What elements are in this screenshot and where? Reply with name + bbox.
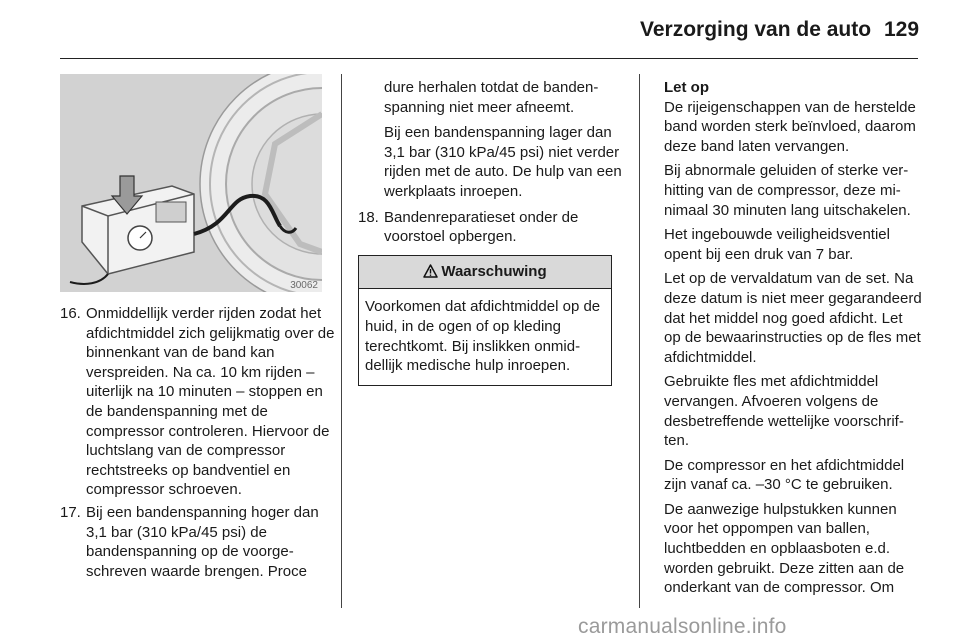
note-paragraph: De rijeigenschappen van de herstelde band worden sterk beïnvloed, daarom deze band laten vervangen. [664,98,916,155]
note-paragraph: De compressor en het afdichtmiddel zijn vanaf ca. –30 °C te gebruiken. [664,456,905,494]
note-paragraph: Bij abnormale geluiden of sterke verhitting van de compressor, deze minimaal 30 minuten lang uitschakelen. [664,162,911,219]
figure-code: 30062 [290,280,318,291]
step-17-note: Bij een bandenspanning lager dan 3,1 bar (310 kPa/45 psi) niet verder rijden met de auto. De hulp van een werkplaats inroepen. [384,124,622,200]
watermark: carmanualsonline.info [578,615,787,638]
step-number: 18. [358,208,379,226]
note-paragraph: De aanwezige hulpstukken kunnen voor het oppompen van ballen, luchtbedden en opblaasboten e.d. worden gebruikt. Deze zitten aan de onderkant van de compressor. Om [664,500,905,597]
column-3 [664,78,922,603]
steps-list-continued [358,208,624,247]
step-number: 17. [60,503,81,521]
step-18 [358,208,624,247]
step-text: Bandenreparatieset onder de voorstoel opbergen. [384,208,579,246]
step-16 [60,304,336,500]
warning-triangle-icon [423,264,438,278]
figure-compressor-tyre [60,74,322,292]
page-header-title: Verzorging van de auto [640,18,872,41]
step-text: Bij een bandenspanning hoger dan 3,1 bar (310 kPa/45 psi) de bandenspanning op de voorgeschreven waarde brengen. Proce [86,503,319,580]
steps-list [60,304,336,581]
column-1 [60,304,336,584]
warning-body: Voorkomen dat afdichtmiddel op de huid, in de ogen of op kleding terechtkomt. Bij inslikken onmiddellijk medische hulp inroepen. [365,298,601,375]
column-2 [358,78,624,386]
note-paragraph: Let op de vervaldatum van de set. Na deze datum is niet meer gegarandeerd dat het middel nog goed afdicht. Let op de bewaarinstructies op de fles met afdichtmiddel. [664,270,922,366]
note-paragraph: Het ingebouwde veiligheidsventiel opent bij een druk van 7 bar. [664,226,890,263]
step-17-continuation: dure herhalen totdat de bandenspanning niet meer afneemt. [384,79,599,116]
note-title: Let op [664,79,709,96]
column-divider-1 [341,74,342,608]
page-number: 129 [884,18,920,41]
step-number: 16. [60,305,81,322]
header-rule [60,58,918,59]
compressor-illustration [60,74,322,292]
warning-title: Waarschuwing [441,262,547,280]
step-17 [60,503,336,581]
step-text: Onmiddellijk verder rijden zodat het afdichtmiddel zich gelijkmatig over de binnenkant van de band kan verspreiden. Na ca. 10 km rijden – uiterlijk na 10 minuten – stoppen en de bandenspanning met de compressor controleren. Hiervoor de luchtslang van de compressor rechtstreeks op bandventiel en compressor schroeven. [86,305,335,499]
column-divider-2 [639,74,640,608]
warning-header [359,256,611,290]
warning-box [358,255,612,386]
note-paragraph: Gebruikte fles met afdichtmiddel vervangen. Afvoeren volgens de desbetreffende wettelijke voorschriften. [664,373,904,450]
